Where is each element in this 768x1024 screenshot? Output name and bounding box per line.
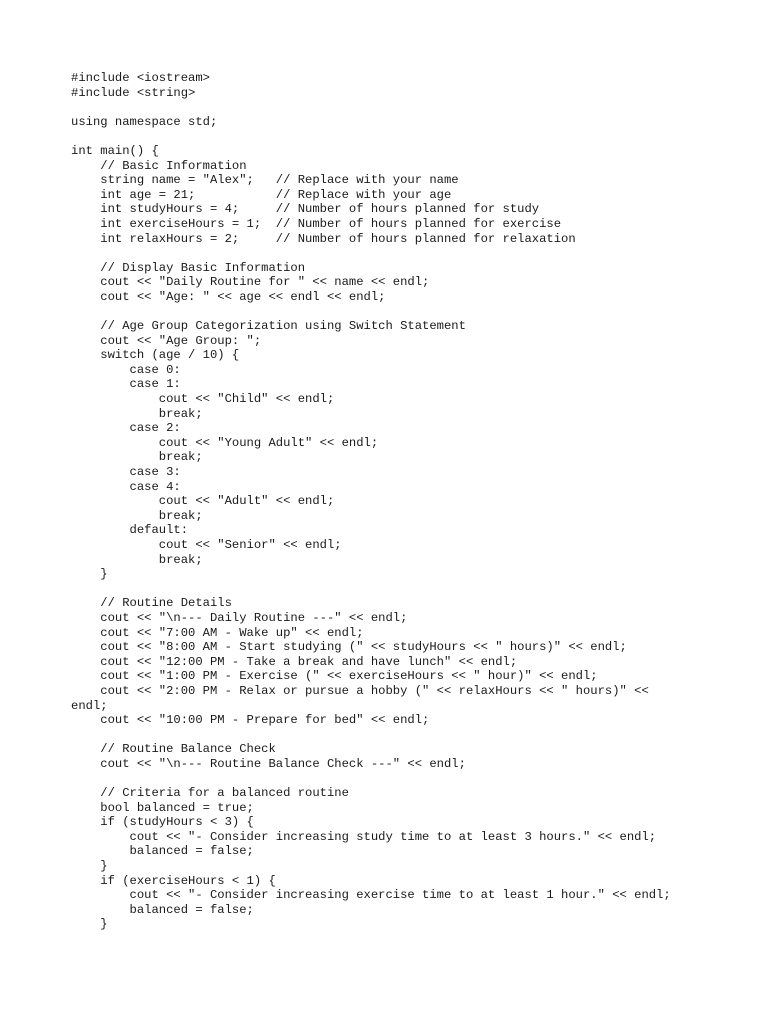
code-line (71, 728, 671, 743)
code-line: cout << "12:00 PM - Take a break and have lunch" << endl; (71, 654, 518, 669)
code-line: break; (71, 552, 203, 567)
code-line: using namespace std; (71, 114, 218, 129)
code-line: // Basic Information (71, 158, 247, 173)
code-line: int main() { (71, 143, 159, 158)
code-line: balanced = false; (71, 844, 254, 859)
code-line: case 3: (71, 465, 181, 480)
code-line: cout << "\n--- Routine Balance Check ---" << endl; (71, 756, 466, 771)
code-line: cout << "Daily Routine for " << name << endl; (71, 275, 430, 290)
code-line: cout << "1:00 PM - Exercise (" << exerciseHours << " hour)" << endl; (71, 669, 598, 684)
code-line: #include <string> (71, 85, 196, 100)
code-line: cout << "Age: " << age << endl << endl; (71, 289, 386, 304)
code-line (71, 305, 671, 320)
code-line (71, 129, 671, 144)
code-line: cout << "Adult" << endl; (71, 494, 335, 509)
code-line: } (71, 859, 108, 874)
code-line: cout << "8:00 AM - Start studying (" << studyHours << " hours)" << endl; (71, 640, 627, 655)
code-line: cout << "- Consider increasing study time to at least 3 hours." << endl; (71, 829, 657, 844)
code-line: case 1: (71, 377, 181, 392)
code-line (71, 246, 671, 261)
code-line: cout << "Senior" << endl; (71, 538, 342, 552)
code-line: cout << "Age Group: "; (71, 333, 262, 348)
code-line: break; (71, 406, 203, 421)
code-line: cout << "2:00 PM - Relax or pursue a hobby (" << relaxHours << " hours)" << (71, 683, 649, 698)
code-line: switch (age / 10) { (71, 348, 240, 363)
code-line: // Criteria for a balanced routine (71, 786, 349, 801)
code-line (71, 582, 671, 597)
code-line: cout << "Young Adult" << endl; (71, 435, 379, 450)
code-line: cout << "\n--- Daily Routine ---" << endl; (71, 610, 408, 625)
code-line: case 4: (71, 479, 181, 494)
code-line (71, 772, 671, 787)
code-line: // Routine Details (71, 596, 232, 611)
code-line: // Age Group Categorization using Switch Statement (71, 319, 466, 334)
code-line: case 0: (71, 362, 181, 377)
code-line: // Display Basic Information (71, 260, 306, 275)
code-line: int studyHours = 4; // Number of hours planned for study (71, 202, 540, 217)
code-line: // Routine Balance Check (71, 742, 276, 757)
code-line: cout << "- Consider increasing exercise time to at least 1 hour." << endl; (71, 888, 671, 903)
code-line: int age = 21; // Replace with your age (71, 187, 452, 202)
code-line: case 2: (71, 421, 181, 436)
code-line: cout << "Child" << endl; (71, 392, 335, 407)
code-line: default: (71, 523, 189, 538)
code-line: if (studyHours < 3) { (71, 815, 254, 830)
code-line: if (exerciseHours < 1) { (71, 873, 276, 888)
code-line: cout << "10:00 PM - Prepare for bed" << endl; (71, 713, 430, 728)
code-line: endl; (71, 698, 108, 713)
code-line: break; (71, 450, 203, 465)
code-line: } (71, 567, 108, 582)
code-line: balanced = false; (71, 902, 254, 917)
code-line: #include <iostream> (71, 71, 210, 85)
code-line: string name = "Alex"; // Replace with your name (71, 173, 459, 188)
code-line: } (71, 917, 108, 932)
code-listing (71, 71, 671, 932)
code-line: bool balanced = true; (71, 800, 254, 815)
code-line: int exerciseHours = 1; // Number of hours planned for exercise (71, 216, 562, 231)
code-line: break; (71, 508, 203, 523)
code-line: cout << "7:00 AM - Wake up" << endl; (71, 625, 364, 640)
code-line: int relaxHours = 2; // Number of hours planned for relaxation (71, 231, 576, 246)
code-line (71, 100, 671, 115)
